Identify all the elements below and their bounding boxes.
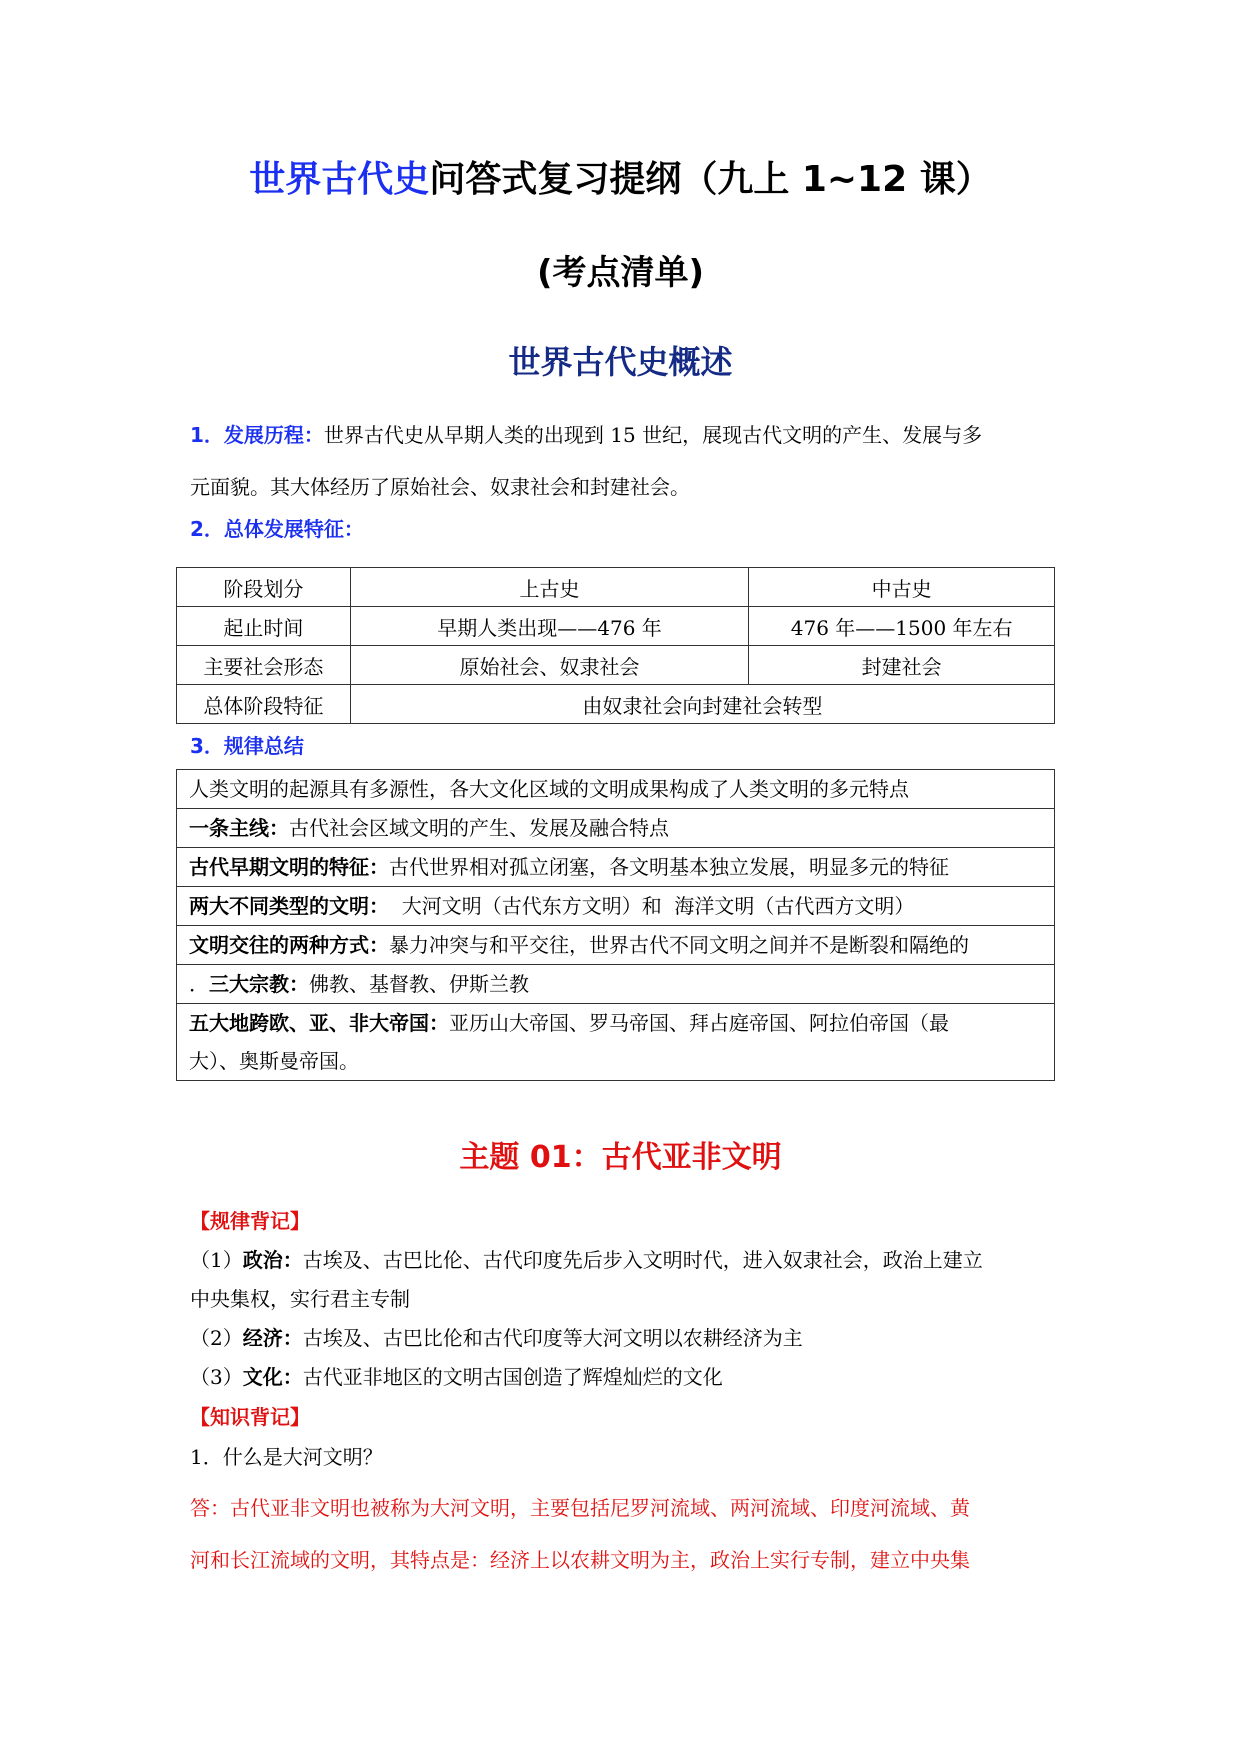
answer-1-line1: 答：古代亚非文明也被称为大河文明，主要包括尼罗河流域、两河流域、印度河流域、黄 — [190, 1496, 970, 1520]
table-row — [177, 965, 1055, 1004]
item2-heading — [190, 514, 1070, 544]
table-row — [177, 685, 1055, 724]
table-row — [177, 887, 1055, 926]
rules-p1-line1 — [190, 1245, 1070, 1275]
table-row — [177, 770, 1055, 809]
table-cell: 起止时间 — [177, 607, 351, 646]
table-row — [177, 926, 1055, 965]
row-text: 古代社会区域文明的产生、发展及融合特点 — [289, 816, 669, 840]
row-text: 古代世界相对孤立闭塞，各文明基本独立发展，明显多元的特征 — [389, 855, 949, 879]
row-label: 古代早期文明的特征： — [189, 855, 389, 879]
rules-label: 文化： — [242, 1365, 303, 1389]
table-row — [177, 848, 1055, 887]
development-table — [176, 567, 1055, 724]
title-rest: 问答式复习提纲（九上 1~12 课） — [429, 159, 992, 200]
rules-label: 经济： — [242, 1326, 303, 1350]
summary-table — [176, 769, 1055, 1081]
section-title: 世界古代史概述 — [508, 343, 733, 381]
item1-line1 — [190, 420, 1070, 450]
document-title — [0, 158, 1241, 202]
item2-label: 2．总体发展特征： — [190, 517, 364, 541]
row-prefix: ． — [189, 972, 209, 996]
item1-text1: 世界古代史从早期人类的出现到 15 世纪，展现古代文明的产生、发展与多 — [323, 423, 983, 447]
table-cell — [177, 1004, 1055, 1081]
table-cell: 原始社会、奴隶社会 — [350, 646, 749, 685]
table-cell: 早期人类出现——476 年 — [350, 607, 749, 646]
title-highlight: 世界古代史 — [249, 159, 430, 200]
topic-title: 主题 01：古代亚非文明 — [459, 1140, 782, 1175]
table-cell: 阶段划分 — [177, 568, 351, 607]
rules-p3 — [190, 1362, 1070, 1392]
table-cell: 中古史 — [749, 568, 1055, 607]
rules-p2 — [190, 1323, 1070, 1353]
table-cell — [177, 926, 1055, 965]
table-cell — [177, 809, 1055, 848]
table-row — [177, 607, 1055, 646]
rules-text: 古埃及、古巴比伦、古代印度先后步入文明时代，进入奴隶社会，政治上建立 — [302, 1248, 983, 1272]
rules-p1-line2: 中央集权，实行君主专制 — [190, 1287, 410, 1311]
table-cell: 上古史 — [350, 568, 749, 607]
document-subtitle: (考点清单) — [536, 253, 705, 293]
item1-line2: 元面貌。其大体经历了原始社会、奴隶社会和封建社会。 — [190, 475, 690, 499]
rules-text: 古埃及、古巴比伦和古代印度等大河文明以农耕经济为主 — [302, 1326, 803, 1350]
row-text: 大河文明（古代东方文明）和 海洋文明（古代西方文明） — [389, 894, 915, 918]
table-cell — [177, 965, 1055, 1004]
table-row — [177, 646, 1055, 685]
rules-heading-text: 【规律背记】 — [190, 1209, 310, 1233]
item3-heading — [190, 731, 1070, 761]
item3-label: 3．规律总结 — [190, 734, 304, 758]
row-label: 两大不同类型的文明： — [189, 894, 389, 918]
rules-num: （3） — [190, 1365, 243, 1389]
table-cell: 476 年——1500 年左右 — [749, 607, 1055, 646]
row-label: 文明交往的两种方式： — [189, 933, 389, 957]
row-label: 一条主线： — [189, 816, 289, 840]
question-1: 1．什么是大河文明？ — [190, 1445, 383, 1469]
row-text: 佛教、基督教、伊斯兰教 — [309, 972, 529, 996]
rules-label: 政治： — [242, 1248, 303, 1272]
item1-label: 1．发展历程： — [190, 423, 324, 447]
row-text: 亚历山大帝国、罗马帝国、拜占庭帝国、阿拉伯帝国（最 — [449, 1011, 949, 1035]
table-cell: 总体阶段特征 — [177, 685, 351, 724]
table-cell — [177, 848, 1055, 887]
rules-heading — [190, 1206, 1070, 1236]
row-text: 暴力冲突与和平交往，世界古代不同文明之间并不是断裂和隔绝的 — [389, 933, 969, 957]
rules-num: （2） — [190, 1326, 243, 1350]
row-label: 三大宗教： — [209, 972, 309, 996]
table-cell — [177, 887, 1055, 926]
rules-text: 古代亚非地区的文明古国创造了辉煌灿烂的文化 — [302, 1365, 723, 1389]
table-cell: 封建社会 — [749, 646, 1055, 685]
row-text-2: 大）、奥斯曼帝国。 — [189, 1049, 359, 1073]
rules-num: （1） — [190, 1248, 243, 1272]
table-row — [177, 568, 1055, 607]
knowledge-heading — [190, 1402, 1070, 1432]
row-label: 五大地跨欧、亚、非大帝国： — [189, 1011, 449, 1035]
table-cell: 人类文明的起源具有多源性，各大文化区域的文明成果构成了人类文明的多元特点 — [177, 770, 1055, 809]
answer-1-line2: 河和长江流域的文明，其特点是：经济上以农耕文明为主，政治上实行专制，建立中央集 — [190, 1548, 970, 1572]
table-row — [177, 809, 1055, 848]
table-cell: 由奴隶社会向封建社会转型 — [350, 685, 1054, 724]
knowledge-heading-text: 【知识背记】 — [190, 1405, 310, 1429]
table-row — [177, 1004, 1055, 1081]
table-cell: 主要社会形态 — [177, 646, 351, 685]
